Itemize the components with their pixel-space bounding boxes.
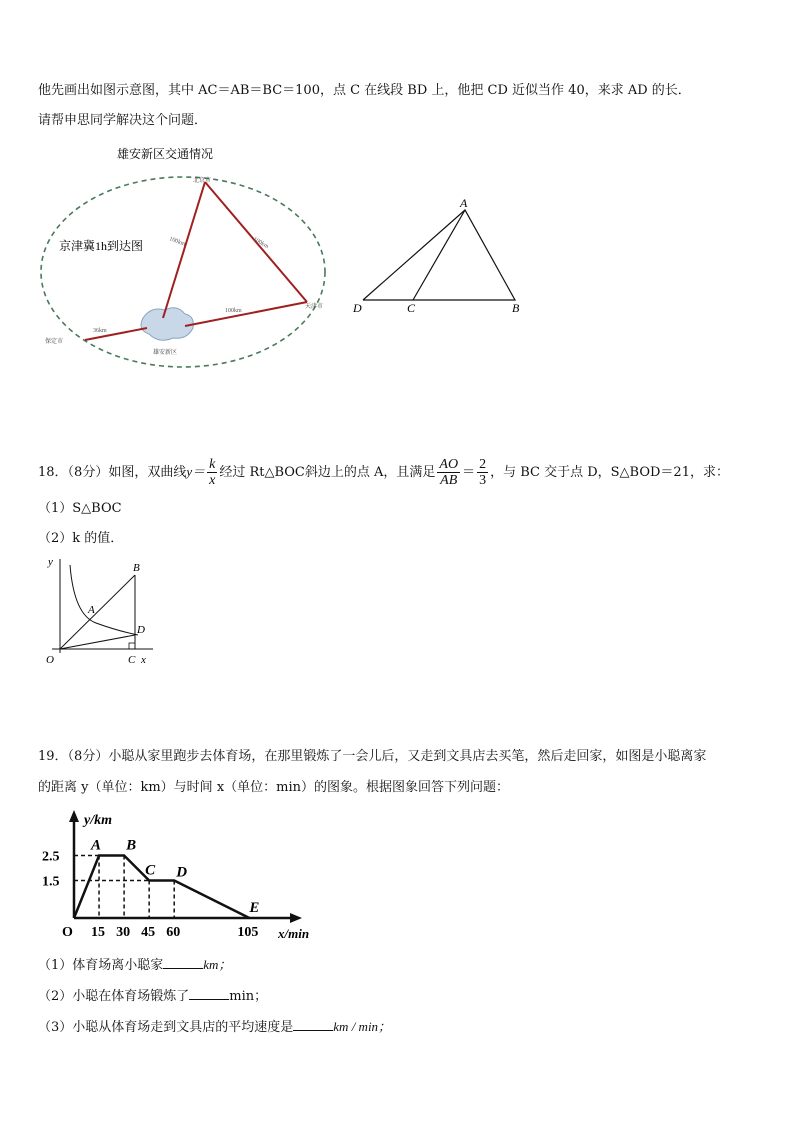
q18-y-eq: y＝	[186, 464, 206, 479]
q18-hyperbola	[70, 565, 138, 635]
triangle-figure	[345, 195, 530, 320]
label-b: B	[512, 301, 520, 315]
q19-sub2-text: （2）小聪在体育场锻炼了	[38, 989, 190, 1004]
q18-val-num: 2	[479, 457, 487, 472]
map-caption: 京津冀1h到达图	[59, 239, 144, 253]
q18-stem	[38, 453, 729, 492]
q18-prefix: 18．（8分）如图，双曲线	[38, 465, 187, 480]
map-dist-right-top: 100km	[252, 236, 270, 251]
traffic-map-figure	[35, 140, 335, 380]
q18-od	[60, 635, 135, 649]
q19-sub3-blank[interactable]	[293, 1018, 333, 1031]
xiongan-region-shape	[141, 308, 193, 341]
q18-label-x: x	[141, 654, 146, 666]
map-node-right: 天津市	[305, 304, 324, 310]
q18-k: k	[209, 457, 216, 472]
q18-label-d: D	[137, 624, 145, 636]
q19-sub3	[38, 1018, 391, 1037]
label-a: A	[460, 196, 468, 210]
q18-k-over-x	[207, 457, 217, 488]
map-title: 雄安新区交通情况	[117, 147, 214, 161]
q18-eq: ＝	[462, 465, 476, 480]
q19-ytick-0: 2.5	[42, 849, 60, 865]
map-node-left: 保定市	[45, 339, 64, 345]
q19-series-line	[74, 856, 249, 919]
q19-line-1: 19．（8分）小聪从家里跑步去体育场，在那里锻炼了一会儿后，又走到文具店去买笔，然后走回家，如图是小聪离家	[38, 749, 707, 764]
q19-y-arrow	[69, 810, 79, 822]
q18-right-angle	[129, 643, 135, 649]
q18-frac-den: AB	[440, 473, 458, 488]
q19-sub2	[38, 987, 267, 1006]
q19-xtick-2: 45	[141, 925, 156, 940]
q18-value-frac	[477, 457, 488, 488]
map-node-top: 北京市	[193, 178, 212, 184]
q19-point-b: B	[126, 837, 137, 854]
q19-sub1-text: （1）体育场离小聪家	[38, 958, 164, 973]
q18-sub2: （2）k 的值．	[38, 531, 124, 546]
q19-point-d: D	[176, 864, 188, 881]
q19-xtick-0: 15	[91, 925, 106, 940]
q19-sub3-unit: km / min；	[333, 1019, 392, 1034]
q19-xlabel: x/min	[278, 926, 310, 941]
q18-suffix: ，与 BC 交于点 D，S△BOD＝21，求：	[490, 465, 729, 480]
segment-ac	[413, 210, 465, 300]
q18-mid: 经过 Rt△BOC斜边上的点 A，且满足	[219, 465, 436, 480]
q19-x-arrow	[290, 913, 302, 923]
route-center-right	[185, 302, 307, 326]
q18-label-b: B	[133, 562, 140, 574]
q18-label-o: O	[46, 654, 54, 666]
q18-label-y: y	[48, 556, 53, 568]
map-dist-center-right: 100km	[225, 308, 242, 314]
q19-sub2-blank[interactable]	[189, 987, 229, 1000]
label-c: C	[407, 301, 416, 315]
q19-sub1-blank[interactable]	[163, 956, 203, 969]
q19-chart	[38, 808, 328, 948]
q19-sub1	[38, 956, 231, 975]
map-dist-left-top: 100km	[168, 236, 187, 248]
route-center-top	[163, 182, 205, 318]
q18-ratio-frac	[437, 457, 460, 488]
q19-line-2: 的距离 y（单位：km）与时间 x（单位：min）的图象。根据图象回答下列问题：	[38, 780, 510, 795]
intro-line-1: 他先画出如图示意图，其中 AC＝AB＝BC＝100，点 C 在线段 BD 上，他把 CD 近似当作 40，来求 AD 的长．	[38, 83, 691, 98]
q19-xtick-4: 105	[237, 925, 259, 940]
q19-xtick-3: 60	[166, 925, 181, 940]
q18-figure	[38, 553, 158, 668]
q18-val-den: 3	[479, 473, 487, 488]
q18-frac-num: AO	[439, 457, 459, 472]
q18-ob	[60, 575, 135, 649]
q18-x: x	[209, 473, 216, 488]
q19-point-a: A	[91, 837, 102, 854]
q19-origin-label: O	[62, 925, 73, 940]
q19-sub3-text: （3）小聪从体育场走到文具店的平均速度是	[38, 1020, 294, 1035]
label-d: D	[353, 301, 362, 315]
q19-sub1-unit: km；	[203, 957, 232, 972]
q18-label-c: C	[128, 654, 136, 666]
q19-ytick-1: 1.5	[42, 874, 60, 890]
q18-sub1: （1）S△BOC	[38, 501, 122, 516]
q19-ylabel: y/km	[84, 813, 112, 828]
map-node-center: 雄安新区	[153, 350, 178, 356]
map-dist-left: 36km	[93, 328, 107, 334]
q19-point-e: E	[249, 900, 260, 916]
intro-line-2: 请帮申思同学解决这个问题．	[38, 113, 208, 128]
q19-sub2-unit: min；	[229, 989, 268, 1004]
q19-xtick-1: 30	[116, 925, 131, 940]
q19-point-c: C	[145, 862, 156, 879]
q18-label-a: A	[88, 604, 95, 616]
